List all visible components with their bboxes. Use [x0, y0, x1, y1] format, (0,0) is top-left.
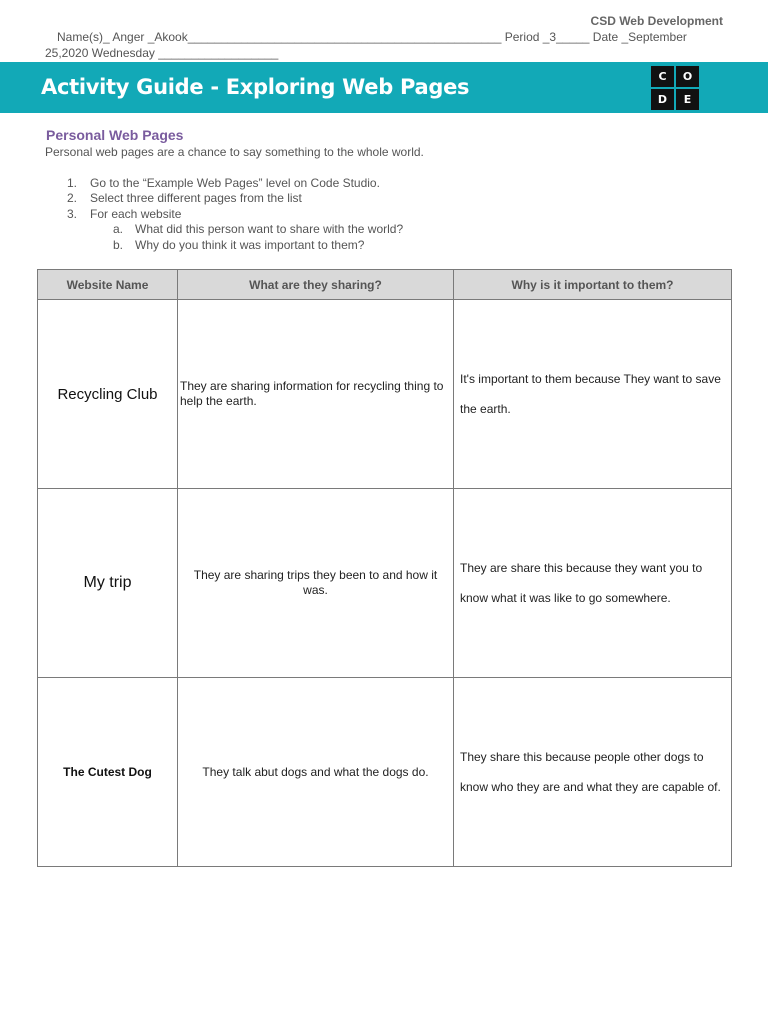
website-name-cell: Recycling Club	[38, 300, 178, 489]
sharing-cell: They talk abut dogs and what the dogs do.	[178, 678, 454, 867]
item-text: Select three different pages from the list	[90, 191, 302, 206]
importance-cell: They share this because people other dogs to know who they are and what they are capable of.	[454, 678, 732, 867]
column-header-website-name: Website Name	[38, 270, 178, 300]
importance-cell: It's important to them because They want to save the earth.	[454, 300, 732, 489]
instruction-list	[67, 176, 403, 253]
instruction-item	[67, 207, 403, 222]
sub-instruction-group	[67, 222, 403, 253]
logo-letter: C	[651, 66, 674, 87]
website-table	[37, 269, 732, 867]
item-text: What did this person want to share with the world?	[135, 222, 404, 237]
course-title: CSD Web Development	[590, 14, 723, 28]
logo-letter: O	[676, 66, 699, 87]
column-header-importance: Why is it important to them?	[454, 270, 732, 300]
section-heading: Personal Web Pages	[46, 127, 184, 143]
title-banner	[0, 62, 768, 113]
instruction-item	[67, 176, 403, 191]
importance-cell: They are share this because they want you to know what it was like to go somewhere.	[454, 489, 732, 678]
page-title: Activity Guide - Exploring Web Pages	[41, 75, 470, 99]
section-intro: Personal web pages are a chance to say something to the whole world.	[45, 145, 424, 159]
item-number: 2.	[67, 191, 78, 206]
code-org-logo	[651, 66, 699, 110]
website-name-cell: The Cutest Dog	[38, 678, 178, 867]
item-text: Why do you think it was important to them?	[135, 237, 365, 252]
name-period-date-line: Name(s)_ Anger _Akook_______________________________________________ Period _3_____ Date _September 25,2020 Wednesday __________________	[45, 30, 687, 60]
table-row	[38, 489, 732, 678]
table-row	[38, 678, 732, 867]
sub-instruction-list	[67, 222, 403, 253]
item-number: 1.	[67, 176, 78, 190]
sharing-cell: They are sharing information for recycling thing to help the earth.	[178, 300, 454, 489]
website-name-cell: My trip	[38, 489, 178, 678]
item-letter: a.	[113, 222, 124, 237]
item-text: For each website	[90, 206, 182, 221]
sub-instruction-item	[113, 238, 403, 253]
logo-letter: D	[651, 89, 674, 110]
column-header-sharing: What are they sharing?	[178, 270, 454, 300]
table-row	[38, 300, 732, 489]
sharing-cell: They are sharing trips they been to and how it was.	[178, 489, 454, 678]
table-header-row	[38, 270, 732, 300]
item-number: 3.	[67, 206, 78, 221]
instruction-item	[67, 191, 403, 206]
logo-letter: E	[676, 89, 699, 110]
sub-instruction-item	[113, 222, 403, 237]
item-letter: b.	[113, 237, 124, 252]
item-text: Go to the “Example Web Pages” level on Code Studio.	[90, 176, 380, 190]
